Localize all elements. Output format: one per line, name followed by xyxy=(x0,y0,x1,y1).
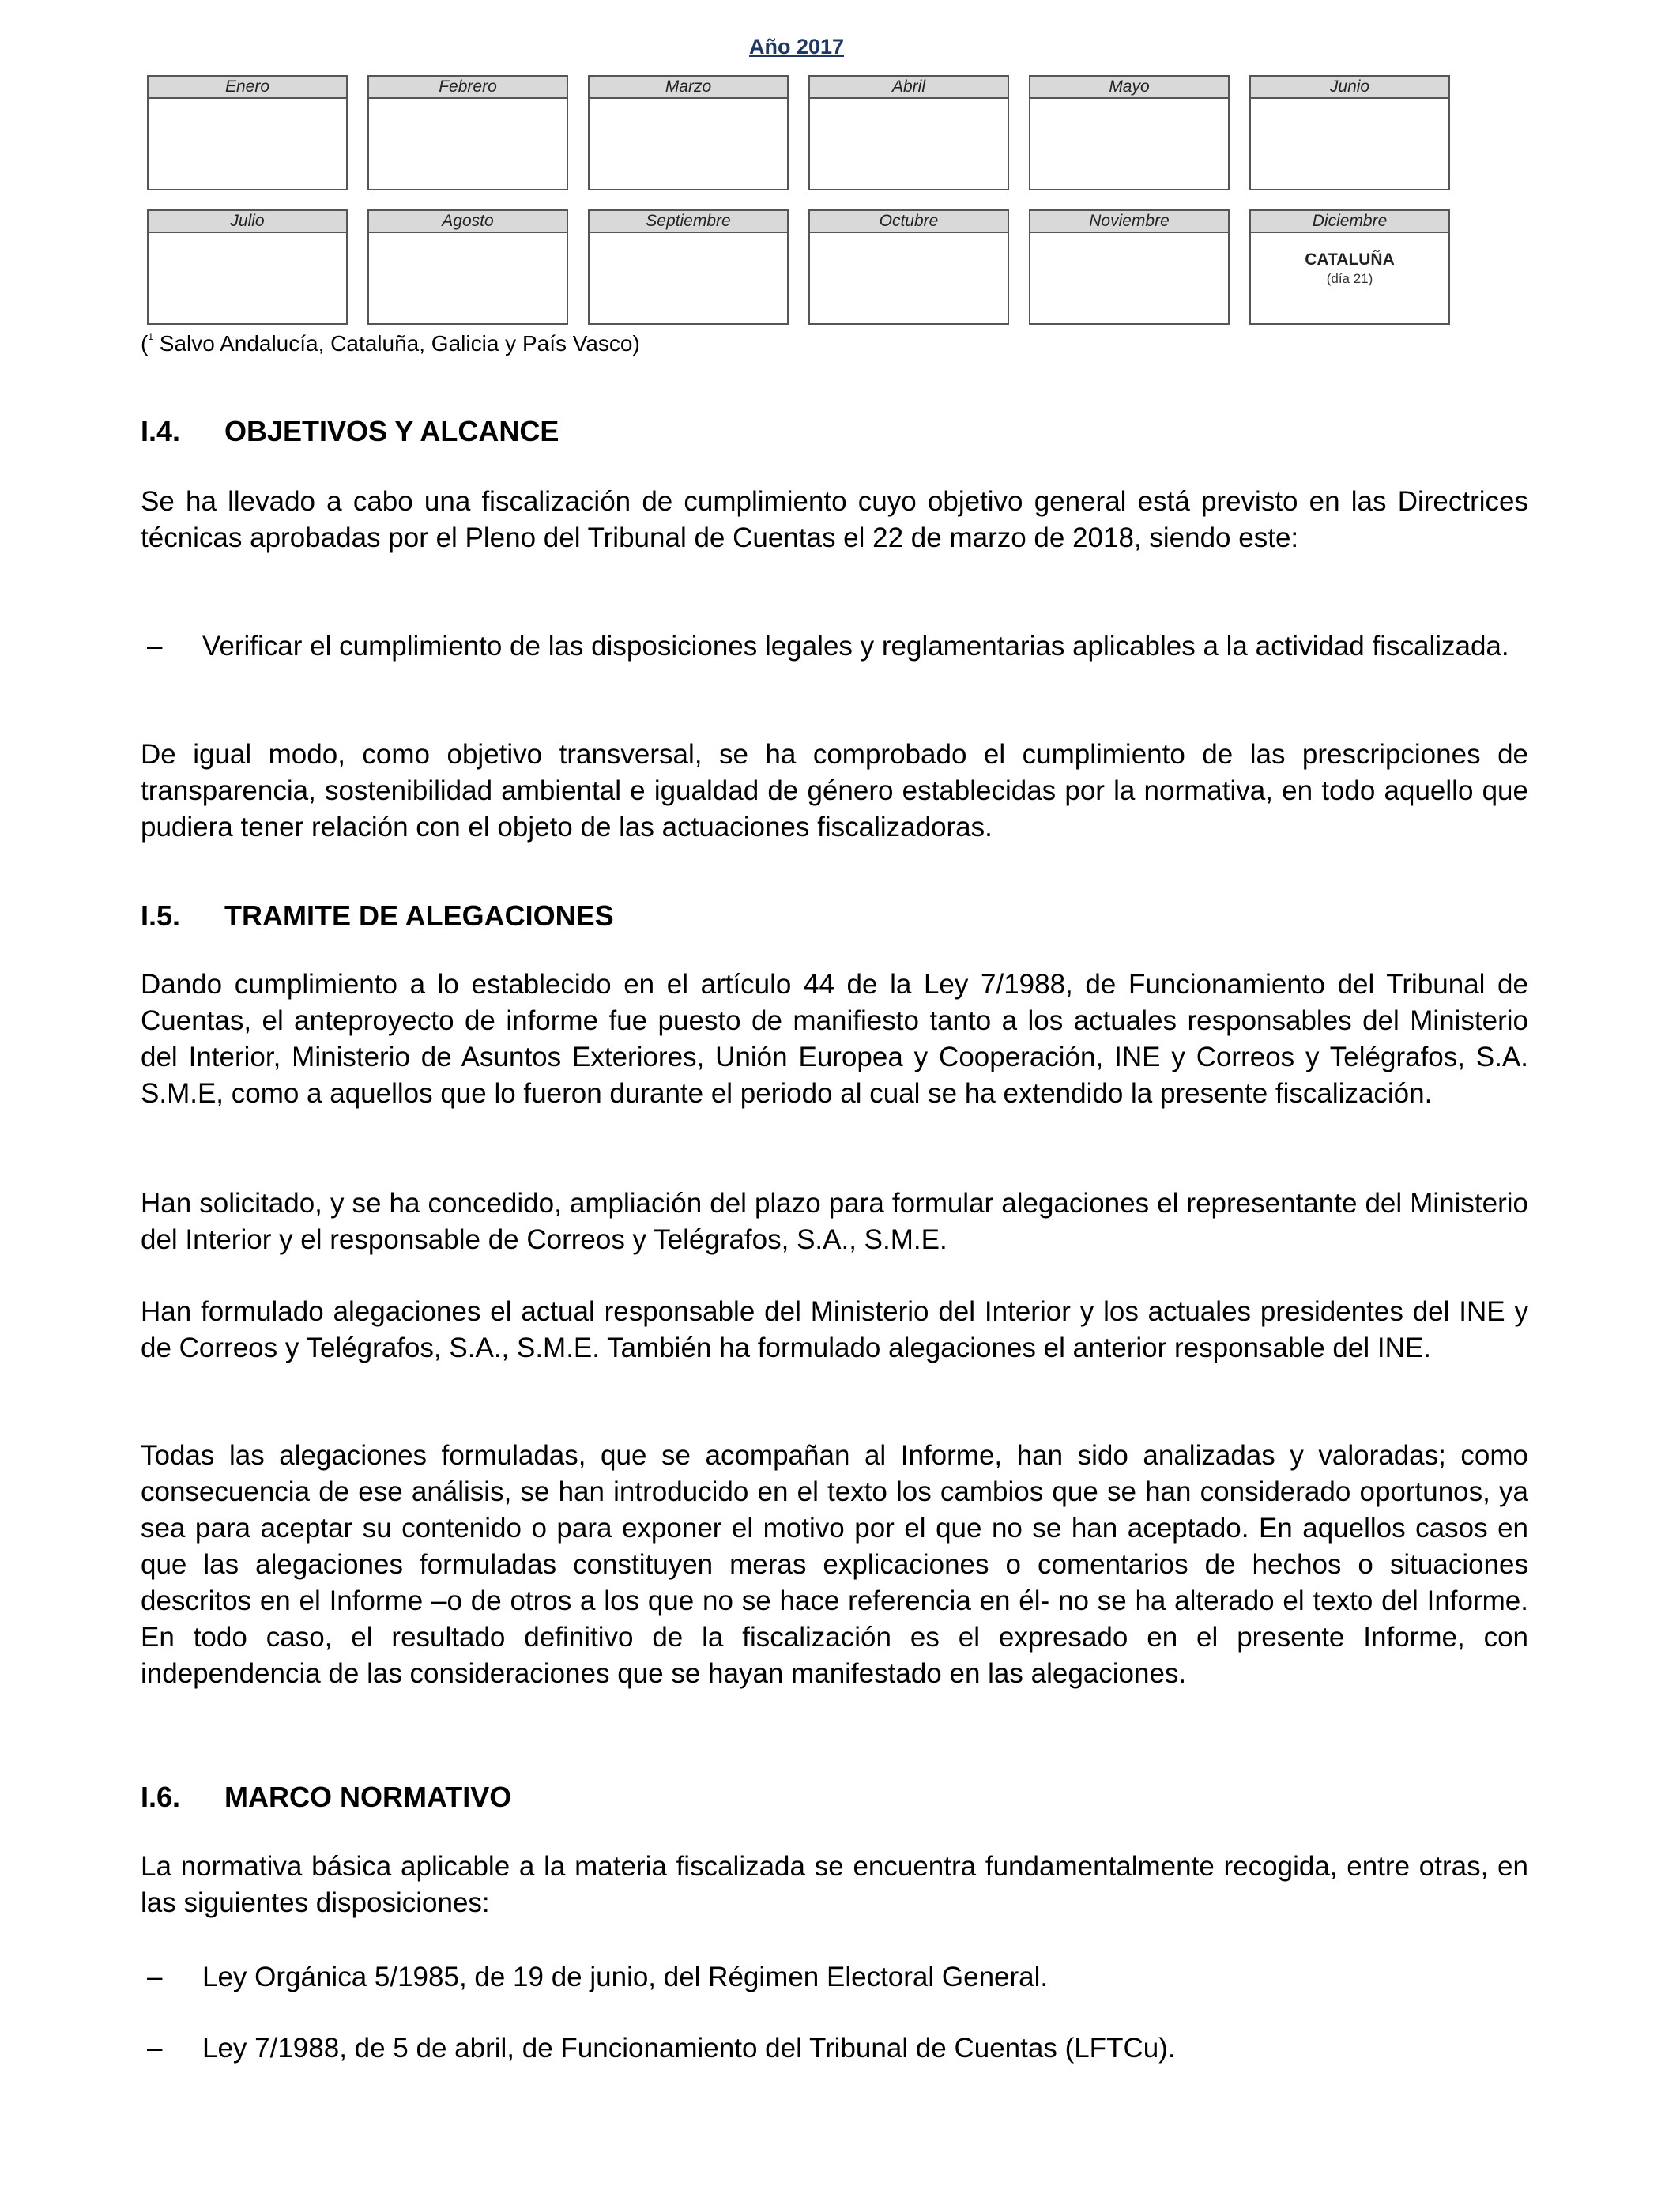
paragraph: La normativa básica aplicable a la materia fiscalizada se encuentra fundamentalmente recogida, entre otras, en las siguientes disposiciones: xyxy=(141,1851,1528,1918)
section-number: I.6. xyxy=(141,1781,181,1813)
section-heading-marco xyxy=(141,1781,511,1814)
month-box-febrero xyxy=(367,75,568,190)
month-box-marzo xyxy=(588,75,789,190)
month-box-mayo xyxy=(1029,75,1230,190)
month-label: Agosto xyxy=(369,211,567,233)
paragraph: Todas las alegaciones formuladas, que se acompañan al Informe, han sido analizadas y valoradas; como consecuencia de ese análisis, se han introducido en el texto los cambios que se han considerado oportunos, ya sea para aceptar su contenido o para exponer el motivo por el que no se han aceptado. En aquellos casos en que las alegaciones formuladas constituyen meras explicaciones o comentarios de hechos o situaciones descritos en el Informe –o de otros a los que no se hace referencia en él- no se ha alterado el texto del Informe. En todo caso, el resultado definitivo de la fiscalización es el expresado en el presente Informe, con independencia de las consideraciones que se hayan manifestado en las alegaciones. xyxy=(141,1440,1528,1689)
paragraph: Se ha llevado a cabo una fiscalización de cumplimiento cuyo objetivo general está previsto en las Directrices técnicas aprobadas por el Pleno del Tribunal de Cuentas el 22 de marzo de 2018, siendo este: xyxy=(141,486,1528,553)
section-title: OBJETIVOS Y ALCANCE xyxy=(224,415,559,447)
highlight-region: CATALUÑA xyxy=(1305,251,1395,269)
bullet-text: Ley Orgánica 5/1985, de 19 de junio, del Régimen Electoral General. xyxy=(202,1962,1049,1992)
section-title: MARCO NORMATIVO xyxy=(224,1781,512,1813)
note-text: Salvo Andalucía, Cataluña, Galicia y País Vasco) xyxy=(153,331,640,356)
calendar-title: Año 2017 xyxy=(748,35,845,58)
month-box-enero xyxy=(147,75,348,190)
section-heading-objetivos xyxy=(141,415,559,448)
month-box-junio xyxy=(1249,75,1450,190)
month-box-octubre xyxy=(808,209,1009,325)
section-heading-alegaciones xyxy=(141,899,614,933)
month-label: Mayo xyxy=(1030,77,1228,99)
bullet-item xyxy=(141,2030,1528,2067)
bullet-item xyxy=(141,1959,1528,1996)
month-label: Septiembre xyxy=(590,211,787,233)
month-label: Abril xyxy=(810,77,1008,99)
month-label: Junio xyxy=(1251,77,1448,99)
highlight-day: (día 21) xyxy=(1326,271,1373,286)
month-box-diciembre xyxy=(1249,209,1450,325)
month-box-abril xyxy=(808,75,1009,190)
note-superscript: 1 xyxy=(148,331,154,342)
section-title: TRAMITE DE ALEGACIONES xyxy=(224,899,614,932)
bullet-dash: – xyxy=(147,1962,163,1992)
month-highlight xyxy=(1251,233,1448,287)
month-label: Marzo xyxy=(590,77,787,99)
bullet-item xyxy=(141,628,1528,665)
month-label: Enero xyxy=(149,77,346,99)
section-number: I.5. xyxy=(141,899,181,932)
bullet-dash: – xyxy=(147,2033,163,2064)
month-label: Octubre xyxy=(810,211,1008,233)
month-label: Julio xyxy=(149,211,346,233)
note-open: ( xyxy=(141,331,149,356)
month-box-septiembre xyxy=(588,209,789,325)
month-box-julio xyxy=(147,209,348,325)
paragraph: Dando cumplimiento a lo establecido en el artículo 44 de la Ley 7/1988, de Funcionamiento del Tribunal de Cuentas, el anteproyecto de informe fue puesto de manifiesto tanto a los actuales responsables del Ministerio del Interior, Ministerio de Asuntos Exteriores, Unión Europea y Cooperación, INE y Correos y Telégrafos, S.A. S.M.E, como a aquellos que lo fueron durante el periodo al cual se ha extendido la presente fiscalización. xyxy=(141,969,1528,1109)
paragraph: Han formulado alegaciones el actual responsable del Ministerio del Interior y los actuales presidentes del INE y de Correos y Telégrafos, S.A., S.M.E. También ha formulado alegaciones el anterior responsable del INE. xyxy=(141,1296,1528,1363)
bullet-text: Verificar el cumplimiento de las disposiciones legales y reglamentarias aplicables a la actividad fiscalizada. xyxy=(202,631,1509,662)
month-box-agosto xyxy=(367,209,568,325)
paragraph: Han solicitado, y se ha concedido, ampliación del plazo para formular alegaciones el representante del Ministerio del Interior y el responsable de Correos y Telégrafos, S.A., S.M.E. xyxy=(141,1188,1528,1255)
paragraph: De igual modo, como objetivo transversal, se ha comprobado el cumplimiento de las prescripciones de transparencia, sostenibilidad ambiental e igualdad de género establecidas por la normativa, en todo aquello que pudiera tener relación con el objeto de las actuaciones fiscalizadoras. xyxy=(141,739,1528,843)
bullet-dash: – xyxy=(147,631,163,662)
month-label: Diciembre xyxy=(1251,211,1448,233)
month-label: Febrero xyxy=(369,77,567,99)
calendar-note xyxy=(141,331,640,356)
bullet-text: Ley 7/1988, de 5 de abril, de Funcionamiento del Tribunal de Cuentas (LFTCu). xyxy=(202,2033,1176,2064)
section-number: I.4. xyxy=(141,415,181,447)
month-box-noviembre xyxy=(1029,209,1230,325)
month-label: Noviembre xyxy=(1030,211,1228,233)
